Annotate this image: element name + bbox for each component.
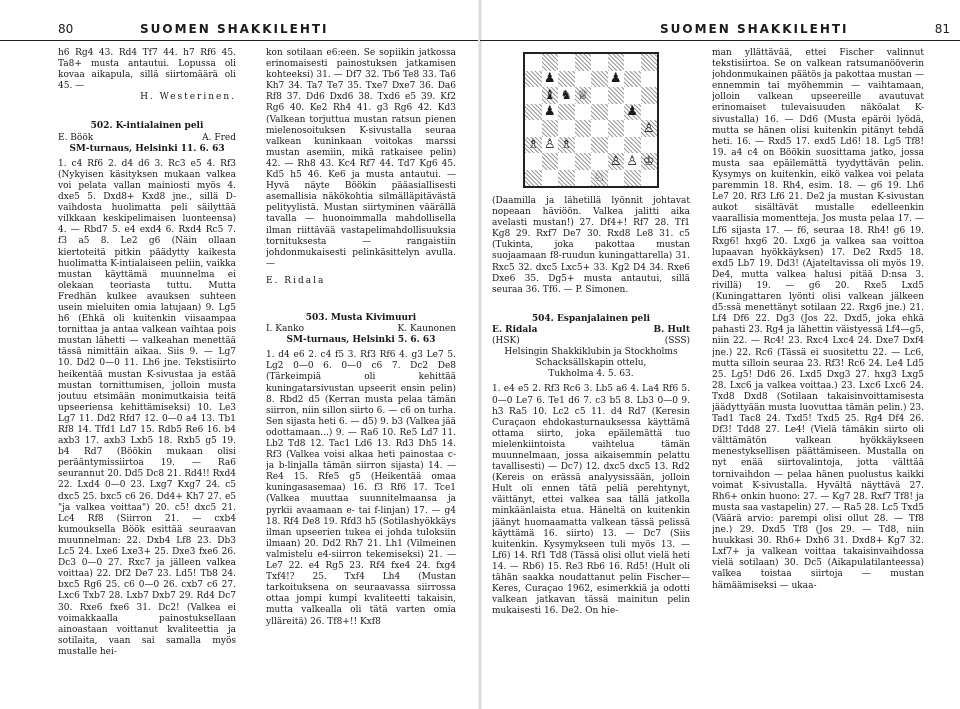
chess-piece-square: ♗	[525, 137, 542, 154]
chess-square	[624, 170, 641, 187]
chess-square	[641, 54, 658, 71]
clubs-row	[492, 336, 690, 347]
chess-square	[525, 87, 542, 104]
black-player: K. Kaunonen	[397, 324, 456, 335]
chess-square	[525, 104, 542, 121]
chess-piece-square: ♙	[624, 153, 641, 170]
chess-square	[575, 170, 592, 187]
game-text: kon sotilaan e6:een. Se sopiikin jatkossa erinomaisesti painostuksen jatkamisen kohteeksi) 31. — Df7 32. Tb6 Te8 33. Ta6 Kh7 34. Ta7 Te7 35. Txe7 Dxe7 36. Da6 Rf8 37. Dd6 Dxd6 38. Txd6 e5 39. Kf2 Rg6 40. Ke2 Rh4 41. g3 Rg6 42. Kd3 (Valkean torjuttua mustan ratsun pienen mielenosoituksen K-sivustalla seuraa valkean kuninkaan voitokas marssi mustan asemiin, mikä ratkaisee pelin) 42. — Rh8 43. Kc4 Rf7 44. Td7 Kg6 45. Kd5 h5 46. Ke6 ja musta antautui. — Hyvä näyte Böökin pääasiallisesti asemallisia näkökohtia silmälläpitävästä pelityylistä. Mustan siirtyminen väärällä tavalla — huonoimmalla mahdollisella ilman riittävää vastapelimahdollisuuksia tornituksesta — rangaistiin johdonmukaisesti pelinkäsittelyn avulla. —	[266, 48, 456, 269]
running-title: SUOMEN SHAKKILEHTI	[140, 22, 329, 36]
event-line: Helsingin Shakkiklubin ja Stockholms Schacksällskapin ottelu,	[504, 347, 678, 369]
chess-square	[608, 104, 625, 121]
column-2	[266, 48, 456, 698]
chess-square	[608, 54, 625, 71]
right-page	[480, 0, 960, 709]
chess-square	[641, 71, 658, 88]
chess-square	[591, 87, 608, 104]
column-1	[58, 48, 236, 658]
game-title: 503. Musta Kivimuuri	[305, 312, 417, 323]
chess-square	[624, 120, 641, 137]
chess-square	[608, 87, 625, 104]
chess-square	[558, 71, 575, 88]
event-line: SM-turnaus, Helsinki 5. 6. 63	[286, 335, 436, 346]
chess-square	[542, 170, 559, 187]
chess-square	[641, 170, 658, 187]
chess-square	[624, 137, 641, 154]
chess-diagram	[523, 52, 659, 188]
chess-square	[608, 170, 625, 187]
chess-square	[641, 137, 658, 154]
running-header	[480, 22, 960, 41]
chess-piece-square: ♙	[641, 120, 658, 137]
chess-square	[624, 54, 641, 71]
chess-square	[575, 120, 592, 137]
chess-square	[624, 87, 641, 104]
chess-square	[525, 170, 542, 187]
running-header	[0, 22, 480, 41]
chess-square	[558, 54, 575, 71]
chess-square	[542, 120, 559, 137]
chess-square	[608, 137, 625, 154]
page-number: 81	[934, 22, 950, 36]
game-text: (Daamilla ja lähetillä lyönnit johtavat nopeaan häviöön. Valkea jalitti aika avelasti mustan!) 27. Df4+! Rf7 28. Tf1 Kg8 29. Rxf7 De7 30. Rxd8 Le8 31. c5 (Tukinta, joka pakottaa mustan suojaamaan f8-ruudun kuningattarella) 31. Rxc5 32. dxc5 Lxc5+ 33. Kg2 D4 34. Rxe6 Dxe6 35. Dg5+ musta antautui, sillä seuraa 36. Tf6. — P. Simonen.	[492, 196, 690, 295]
chess-piece-square: ♘	[591, 170, 608, 187]
chess-square	[591, 104, 608, 121]
chess-square	[575, 153, 592, 170]
chess-square	[542, 54, 559, 71]
white-player: I. Kanko	[266, 324, 305, 335]
black-player: A. Fred	[202, 132, 236, 143]
signature: H. Westerinen.	[140, 92, 236, 103]
game-text: 1. c4 Rf6 2. d4 d6 3. Rc3 e5 4. Rf3 (Nykyisen käsityksen mukaan valkea voi pelata vallan mainiosti myös 4. dxe5 5. Dxd8+ Kxd8 jne., sillä D-vaihdosta huolimatta peli säilyttää vilkkaan keskipelimaisen luonteensa) 4. — Rbd7 5. e4 exd4 6. Rxd4 Rc5 7. f3 a5 8. Le2 g6 (Näin ollaan kiertoteitä pitkin päädytty kaikesta huolimatta K-intialaiseen peliin, vaikka mustan käyttämä muunnelma ei olekaan teoriasta tuttu. Mutta Fredhän kulkee avauksen suhteen usein mieluiten omia latujaan) 9. Lg5 h6 (Ehkä oli kuitenkin viisaampaa tornittaa ja antaa valkean vaihtaa pois mustan lähetti — valkeahan menettää tässä nimittäin aikaa. Siis 9. — Lg7 10. Dd2 0—0 11. Lh6 jne. Tekstisiirto heikentää mustan K-sivustaa ja estää mustan tornittumisen, jolloin musta joutuu etsimään monimutkaisia teitä upseeriensa kehittämiseksi) 10. Le3 Lg7 11. Dd2 Rfd7 12. 0—0 a4 13. Tb1 Rf8 14. Tfd1 Ld7 15. Rdb5 Re6 16. b4 axb3 17. axb3 Lxb5 18. Rxb5 g5 19. b4 Rd7 (Böökin mukaan olisi perääntymissiirtoa 19. — Ra6 seurannut 20. Dd5 Dc8 21. Rd4!! Rxd4 22. Lxd4 0—0 23. Lxg7 Kxg7 24. c5 dxc5 25. bxc5 c6 26. Dd4+ Kh7 27. e5 "ja valkea voittaa") 20. c5! dxc5 21. Lc4 Rf8 (Siirron 21. — cxb4 kumouksella Böök esittää seuraavan muunnelman: 22. Dxb4 Lf8 23. Db3 Lc5 24. Lxe6 Lxe3+ 25. Dxe3 fxe6 26. Dc3 0—0 27. Rxc7 ja jälleen valkea voittaa) 22. Df2 De7 23. Ld5! Tb8 24. bxc5 Rg6 25. c6 0—0 26. cxb7 c6 27. Lxc6 Txb7 28. Lxb7 Dxb7 29. Rd4 Dc7 30. Rxe6 fxe6 31. Dc2! (Valkea ei voimakkaalla painostuksellaan ainoastaan voittanut kvaliteettia ja sotilaita, vaan sai samalla myös mustalle hei-	[58, 158, 236, 657]
chess-piece-square: ♔	[641, 153, 658, 170]
chess-square	[525, 54, 542, 71]
chess-square	[624, 71, 641, 88]
chess-square	[525, 71, 542, 88]
game-title: 504. Espanjalainen peli	[531, 313, 651, 324]
chess-square	[558, 104, 575, 121]
column-3	[492, 48, 690, 698]
chess-piece-square: ♙	[542, 137, 559, 154]
chess-square	[591, 153, 608, 170]
chess-piece-square: ♙	[608, 153, 625, 170]
paragraph: h6 Rg4 43. Rd4 Tf7 44. h7 Rf6 45. Ta8+ musta antautui. Lopussa oli kovaa aikapula, sillä siirtomäärä oli 45. —	[58, 48, 236, 92]
game-title: 502. K-intialainen peli	[90, 121, 204, 132]
event-line: Tukholma 4. 5. 63.	[548, 369, 634, 380]
chess-square	[575, 104, 592, 121]
chess-piece-square: ♗	[558, 137, 575, 154]
chess-piece-square: ♕	[575, 87, 592, 104]
white-player: E. Ridala	[492, 324, 538, 335]
game-text: 1. d4 e6 2. c4 f5 3. Rf3 Rf6 4. g3 Le7 5. Lg2 0—0 6. 0—0 c6 7. Dc2 De8 (Tärkeimpiä oli kehittää kuningatarsivustan upseerit ensin pelin) 8. Rbd2 d5 (Kerran musta pelaa tämän siirron, niin sillon siirto 6. — c6 on turha. Sen sijasta heti 6. — d5) 9. b3 (Valkea jää odottamaan...) 9. — Ra6 10. Re5 Ld7 11. Lb2 Td8 12. Tac1 Ld6 13. Rd3 Dh5 14. Rf3 (Valkea voisi alkaa heti painostaa c- ja b-linjalla tämän siirron sijasta) 14. — Re4 15. Rfe5 g5 (Heikentää omaa kuningasasemaa) 16. f3 Rf6 17. Tce1 (Valkea muuttaa suunnitelmaansa ja pyrkii avaamaan e- tai f-linjan) 17. — g4 18. Rf4 De8 19. Rfd3 h5 (Sotilashyökkäys ilman upseerien tukea ei johda tuloksiin ilmaan) 20. Dd2 Rh7 21. Lh1 (Vilmeinen valmistelu e4-siirron tekemiseksi) 21. — Le7 22. e4 Rg5 23. Rf4 fxe4 24. fxg4 Txf4!? 25. Txf4 Lh4 (Mustan tarkoituksena on seuraavassa siirrossa ottaa jompi kumpi kvaliteetti takaisin, mutta valkealla oli tätä varten omia ylläreitä) 26. Tf8+!! Kxf8	[266, 350, 456, 627]
black-club: (SSS)	[664, 336, 690, 347]
players-row	[492, 325, 690, 336]
players-row	[58, 133, 236, 144]
chess-square	[591, 137, 608, 154]
black-player: B. Hult	[653, 324, 690, 335]
signature: E. Ridala	[266, 275, 326, 286]
white-club: (HSK)	[492, 336, 520, 347]
game-text: man yllättävää, ettei Fischer valinnut tekstisiirtoa. Se on valkean ratsumanööverin johdonmukainen päätös ja pakottaa mustan — ennemmin tai myöhemmin — vaihtamaan, jolloin valkean upseereille avautuvat erinomaiset tulevaisuuden näköalat K-sivustalla) 16. — Dd6 (Musta epäröi lyödä, mutta se hänen olisi kuitenkin pitänyt tehdä heti. 16. — Rxd5 17. exd5 Ld6! 18. Lg5 Tf8! 19. a4 c4 on Böökin suosittama jatko, jossa musta saa epäilemättä tyydyttävän pelin. Kysymys on kuitenkin, eikö valkea voi pelata paremmin 18. Rh4, esim. 18. — g6 19. Lh6 Le7 20. Rf3 Lf6 21. De2 ja mustan K-sivustan aukot sisältävät mustalle edelleenkin vaarallisia momentteja. Jos musta pelaa 17. — Lf6 sijasta 17. — f6, seuraa 18. Rh4! g6 19. Rxg6! hxg6 20. Lxg6 ja valkea saa voittoa lupaavan hyökkäyksen) 17. De2 Rxd5 18. exd5 Lb7 19. Dd3! (Ajateltavissa oli myös 19. De4, mutta valkea halusi pitää D:nsa 3. rivillä) 19. — g6 20. Rxe5 Lxd5 (Kuningattaren lyönti olisi valkean jälkeen d5:ssä menettänyt sotilaan 22. Rxg6 jne.) 21. Lf4 Df6 22. Dg3 (Jos 22. Dxd5, joka ehkä pahasti 23. Rg4 ja lähettin väistyessä Lf4—g5, niin 22. — Rc4! 23. Rxc4 Lxc4 24. Dxe7 Dxf4 jne.) 22. Rc6 (Tässä ei suositettu 22. — Lc6, mutta silloin seuraa 23. Rf3! Rc6 24. Le4 Ld5 25. Lg5! Dd6 26. Lxd5 Dxg3 27. hxg3 Lxg5 28. Lxc6 ja valkea voittaa.) 23. Lxc6 Lxc6 24. Txd8 Dxd8 (Sotilaan takaisinvoittamisesta jäädyttyään musta luovuttaa tämän pelin.) 23. Tad1 Tac8 24. Txd5! Txd5 25. Rg4 Df4 26. Df3! Tdd8 27. Le4! (Vielä tämäkin siirto oli välttämätön valkean hyökkäykseen menestyksellisen päättämiseen. Mustalla on nyt enää siirtovalintoja, jotta välttää tornivaihdon — pelaa hänen puolustus kaikki voimat K-sivustalla. Hyvältä näyttävä 27. Rh6+ onkin huono: 27. — Kg7 28. Rxf7 Tf8! ja musta saa vastapelin) 27. — Ra5 28. Lc5 Txd5 (Väärä arvio: parempi olisi ollut 28. — Tf8 jne.) 29. Dxd5 Tf8 (Jos 29. — Td8, niin huukkasi 30. Rh6+ Dxh6 31. Dxd8+ Kg7 32. Lxf7+ ja valkean voittaa takaisinvaihdossa vielä sotilaan) 30. Dc5 (Aikapulatilanteessa) valkea toistaa siirtoja — mustan hämäämiseksi — ukaa-	[712, 48, 924, 591]
column-4	[712, 48, 924, 698]
chess-square	[575, 71, 592, 88]
chess-square	[542, 153, 559, 170]
chess-square	[641, 104, 658, 121]
running-title: SUOMEN SHAKKILEHTI	[660, 22, 849, 36]
game-text: 1. e4 e5 2. Rf3 Rc6 3. Lb5 a6 4. La4 Rf6 5. 0—0 Le7 6. Te1 d6 7. c3 b5 8. Lb3 0—0 9. h3 Ra5 10. Lc2 c5 11. d4 Rd7 (Keresin Curaçaon ehdokasturnauksessa käyttämä ottama siirto, joka epäilemättä tuo mielenkiintoista vaihtelua tämän muunnelmaan, jossa aikaisemmin pelattu tavallisesti) — Dc7) 12. dxc5 dxc5 13. Rd2 (Kereis on erässä analyysissään, jolloin Hult oli ennen tätä peliä perehtynyt, väittänyt, ettei valkea saa tällä jatkolla minkäänlaista etua. Häneltä on kuitenkin jäänyt huomaamatta valkean tässä pelissä käyttämä 16. siirto) 13. — Dc7 (Siis kuitenkin. Kysymykseen tuli myös 13. — Lf6) 14. Rf1 Td8 (Tässä olisi ollut vielä heti 14. — Rb6) 15. Re3 Rb6 16. Rd5! (Hult oli tähän saakka noudattanut pelin Fischer—Keres, Curaçao 1962, esimerkkiä ja odotti valkean jatkavan tässä mainitun pelin mukaisesti 16. De2. On hie-	[492, 384, 690, 617]
chess-square	[575, 137, 592, 154]
chess-square	[558, 153, 575, 170]
chess-square	[591, 71, 608, 88]
chess-square	[591, 54, 608, 71]
chess-square	[525, 153, 542, 170]
chess-piece-square: ♝	[542, 87, 559, 104]
chess-square	[608, 120, 625, 137]
chess-piece-square: ♟	[542, 71, 559, 88]
chess-square	[525, 120, 542, 137]
page-number: 80	[58, 22, 74, 36]
chess-piece-square: ♞	[558, 87, 575, 104]
event-line: SM-turnaus, Helsinki 11. 6. 63	[69, 143, 225, 154]
chess-square	[641, 87, 658, 104]
chess-square	[591, 120, 608, 137]
chess-square	[558, 120, 575, 137]
white-player: E. Böök	[58, 132, 94, 143]
chess-piece-square: ♟	[624, 104, 641, 121]
chess-square	[575, 54, 592, 71]
chess-square	[558, 170, 575, 187]
chess-piece-square: ♟	[542, 104, 559, 121]
players-row	[266, 324, 456, 335]
chess-piece-square: ♟	[608, 71, 625, 88]
